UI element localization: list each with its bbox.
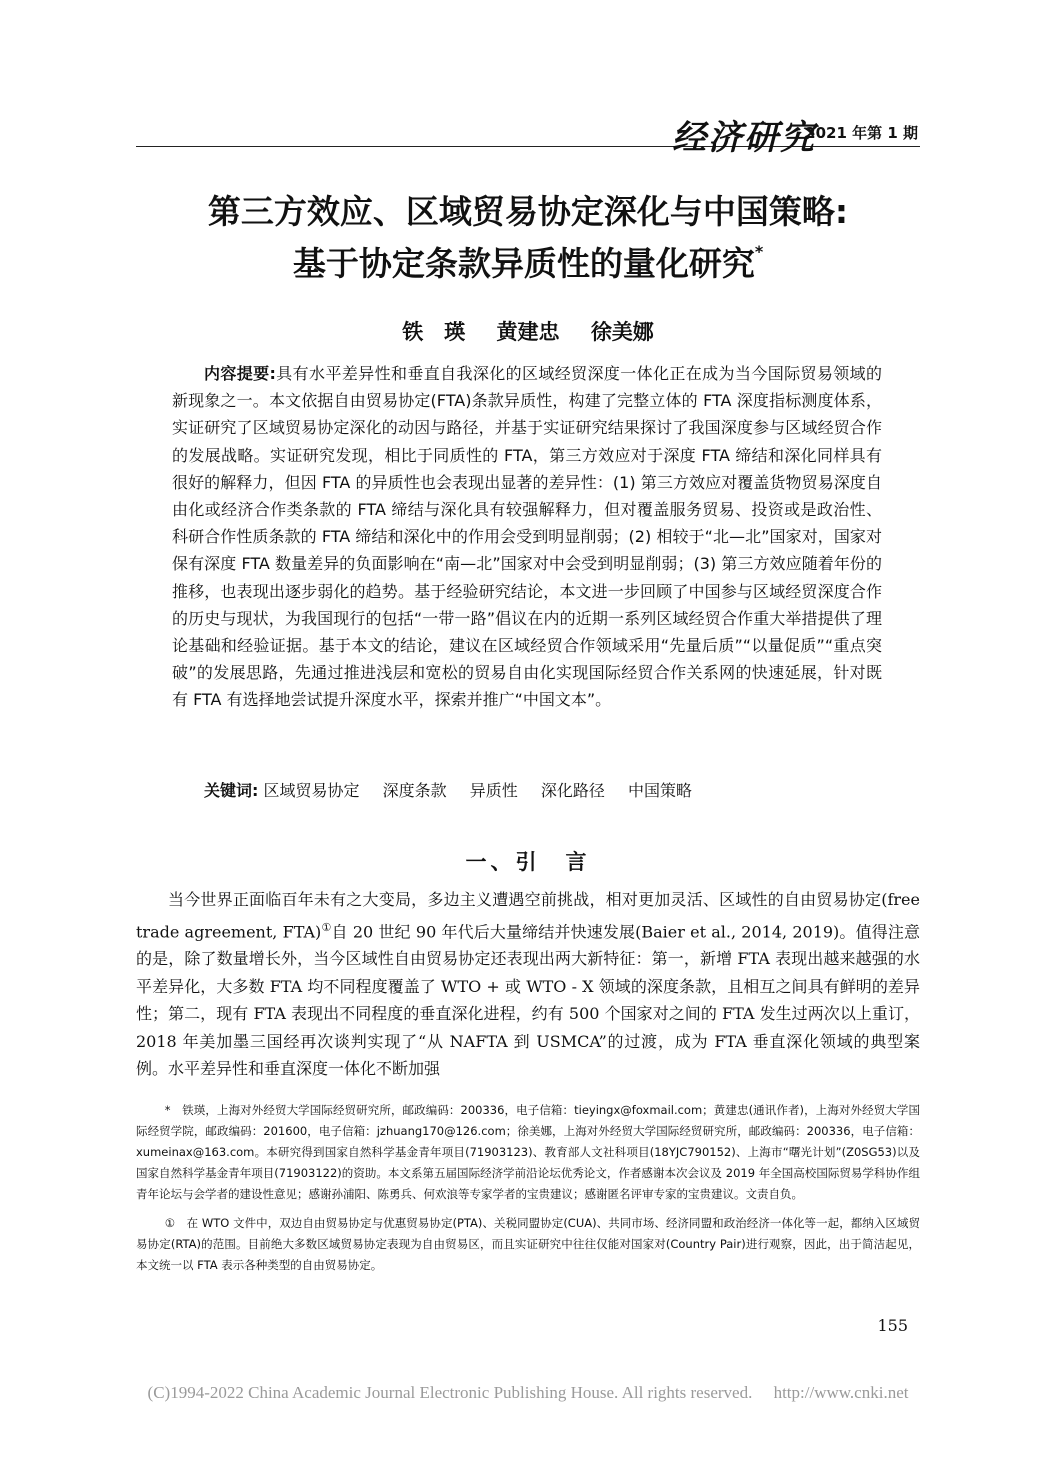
author-3: 徐美娜 (590, 320, 654, 344)
footnote-1: ① 在 WTO 文件中，双边自由贸易协定与优惠贸易协定(PTA)、关税同盟协定(CUA)、共同市场、经济同盟和政治经济一体化等一起，都纳入区域贸易协定(RTA)的范围。目前绝大多数区域贸易协定表现为自由贸易区，而且实证研究中往往仅能对国家对(Country Pair)进行观察，因此，出于简洁起见，本文统一以 FTA 表示各种类型的自由贸易协定。 (136, 1216, 920, 1272)
keyword: 深度条款 (382, 781, 447, 800)
journal-name: 经济研究 (672, 118, 816, 158)
title-footnote-marker: * (754, 242, 764, 261)
page-number: 155 (877, 1316, 908, 1335)
title-line-1: 第三方效应、区域贸易协定深化与中国策略: (207, 192, 849, 231)
keyword: 异质性 (469, 781, 518, 800)
footnote-author-info: * 铁瑛，上海对外经贸大学国际经贸研究所，邮政编码：200336，电子信箱：tieyingx@foxmail.com；黄建忠(通讯作者)，上海对外经贸大学国际经贸学院，邮政编码：201600，电子信箱：jzhuang170@126.com；徐美娜，上海对外经贸大学国际经贸研究所，邮政编码：200336，电子信箱：xumeinax@163.com。本研究得到国家自然科学基金青年项目(71903123)、教育部人文社科项目(18YJC790152)、上海市“曙光计划”(Z0SG53)以及国家自然科学基金青年项目(71903122)的资助。本文系第五届国际经济学前沿论坛优秀论文，作者感谢本次会议及 2019 年全国高校国际贸易学科协作组青年论坛与会学者的建设性意见；感谢孙浦阳、陈勇兵、何欢浪等专家学者的宝贵建议；感谢匿名评审专家的宝贵建议。文责自负。 (136, 1103, 920, 1201)
authors (0, 316, 1056, 346)
footnotes (136, 1100, 920, 1284)
section-heading: 一、引 言 (465, 850, 591, 874)
footnote-ref: ① (321, 920, 332, 934)
running-header (136, 100, 920, 158)
title-line-2: 基于协定条款异质性的量化研究* (292, 242, 764, 283)
keyword: 区域贸易协定 (263, 781, 360, 800)
author-1: 铁 瑛 (402, 320, 466, 344)
keyword: 深化路径 (540, 781, 605, 800)
keyword: 中国策略 (627, 781, 692, 800)
keywords-label: 关键词: (204, 781, 259, 800)
issue-label: 2021 年第 1 期 (805, 124, 918, 142)
copyright-notice: (C)1994-2022 China Academic Journal Electronic Publishing House. All rights reserved. http://www.cnki.net (147, 1383, 909, 1402)
keywords (204, 779, 884, 803)
abstract-text: 具有水平差异性和垂直自我深化的区域经贸深度一体化正在成为当今国际贸易领域的新现象之一。本文依据自由贸易协定(FTA)条款异质性，构建了完整立体的 FTA 深度指标测度体系，实证研究了区域贸易协定深化的动因与路径，并基于实证研究结果探讨了我国深度参与区域经贸合作的发展战略。实证研究发现，相比于同质性的 FTA，第三方效应对于深度 FTA 缔结和深化同样具有很好的解释力，但因 FTA 的异质性也会表现出显著的差异性：(1) 第三方效应对覆盖货物贸易深度自由化或经济合作类条款的 FTA 缔结与深化具有较强解释力，但对覆盖服务贸易、投资或是政治性、科研合作性质条款的 FTA 缔结和深化中的作用会受到明显削弱；(2) 相较于“北—北”国家对，国家对保有深度 FTA 数量差异的负面影响在“南—北”国家对中会受到明显削弱；(3) 第三方效应随着年份的推移，也表现出逐步弱化的趋势。基于经验研究结论，本文进一步回顾了中国参与区域经贸深度合作的历史与现状，为我国现行的包括“一带一路”倡议在内的近期一系列区域经贸合作重大举措提供了理论基础和经验证据。基于本文的结论，建议在区域经贸合作领域采用“先量后质”“以量促质”“重点突破”的发展思路，先通过推进浅层和宽松的贸易自由化实现国际经贸合作关系网的快速延展，针对既有 FTA 有选择地尝试提升深度水平，探索并推广“中国文本”。 (172, 364, 882, 710)
author-2: 黄建忠 (496, 320, 560, 344)
body-paragraph: 当今世界正面临百年未有之大变局，多边主义遭遇空前挑战，相对更加灵活、区域性的自由贸易协定(free trade agreement, FTA)①自 20 世纪 90 年代后大量缔结并快速发展(Baier et al., 2014, 2019)。值得注意的是，除了数量增长外，当今区域性自由贸易协定还表现出两大新特征：第一，新增 FTA 表现出越来越强的水平差异化，大多数 FTA 均不同程度覆盖了 WTO + 或 WTO - X 领域的深度条款，且相互之间具有鲜明的差异性；第二，现有 FTA 表现出不同程度的垂直深化进程，约有 500 个国家对之间的 FTA 发生过两次以上重订，2018 年美加墨三国经再次谈判实现了“从 NAFTA 到 USMCA”的过渡，成为 FTA 垂直深化领域的典型案例。水平差异性和垂直深度一体化不断加强 (136, 890, 920, 1079)
abstract (172, 360, 882, 714)
abstract-label: 内容提要: (204, 364, 276, 383)
